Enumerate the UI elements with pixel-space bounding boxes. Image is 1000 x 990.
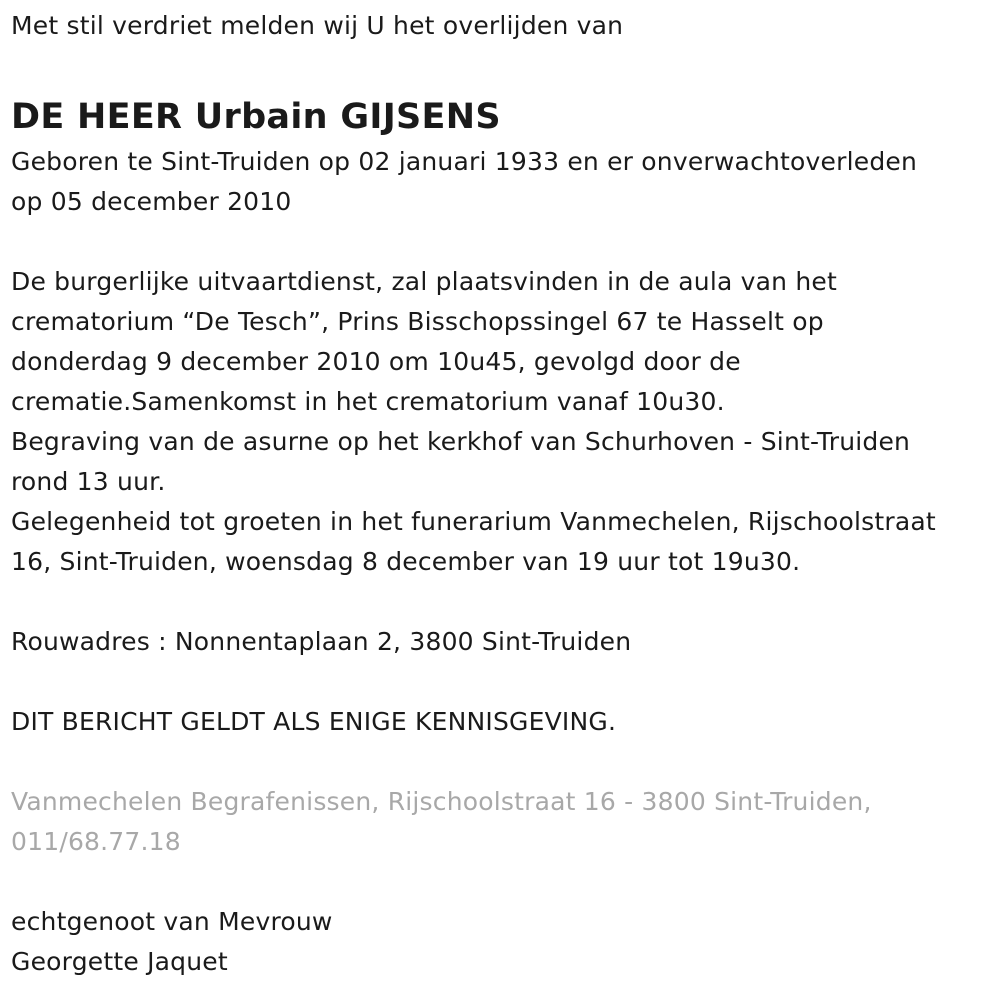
ceremony-line: Gelegenheid tot groeten in het funerarium Vanmechelen, Rijschoolstraat	[11, 507, 936, 536]
funeral-home-line: Vanmechelen Begrafenissen, Rijschoolstraat 16 - 3800 Sint-Truiden,	[11, 787, 872, 816]
spacer	[11, 862, 991, 902]
spouse-line: Georgette Jaquet	[11, 947, 228, 976]
ceremony-line: donderdag 9 december 2010 om 10u45, gevolgd door de	[11, 347, 741, 376]
ceremony-line: rond 13 uur.	[11, 467, 166, 496]
ceremony-line: 16, Sint-Truiden, woensdag 8 december van 19 uur tot 19u30.	[11, 547, 801, 576]
obituary-notice	[11, 6, 991, 982]
funeral-home-line: 011/68.77.18	[11, 827, 181, 856]
spacer	[11, 742, 991, 782]
spacer	[11, 582, 991, 622]
birth-death-line: op 05 december 2010	[11, 187, 292, 216]
spouse-line: echtgenoot van Mevrouw	[11, 907, 333, 936]
ceremony-line: crematie.Samenkomst in het crematorium vanaf 10u30.	[11, 387, 725, 416]
spacer	[11, 222, 991, 262]
birth-death-line: Geboren te Sint-Truiden op 02 januari 1933 en er onverwachtoverleden	[11, 147, 918, 176]
official-notice: DIT BERICHT GELDT ALS ENIGE KENNISGEVING.	[11, 707, 617, 736]
ceremony-line: De burgerlijke uitvaartdienst, zal plaatsvinden in de aula van het	[11, 267, 837, 296]
intro-text: Met stil verdriet melden wij U het overlijden van	[11, 11, 624, 40]
mourning-address: Rouwadres : Nonnentaplaan 2, 3800 Sint-Truiden	[11, 627, 632, 656]
ceremony-line: Begraving van de asurne op het kerkhof van Schurhoven - Sint-Truiden	[11, 427, 911, 456]
ceremony-line: crematorium “De Tesch”, Prins Bisschopssingel 67 te Hasselt op	[11, 307, 824, 336]
spacer	[11, 662, 991, 702]
deceased-name: DE HEER Urbain GIJSENS	[11, 97, 501, 137]
spacer	[11, 46, 991, 86]
